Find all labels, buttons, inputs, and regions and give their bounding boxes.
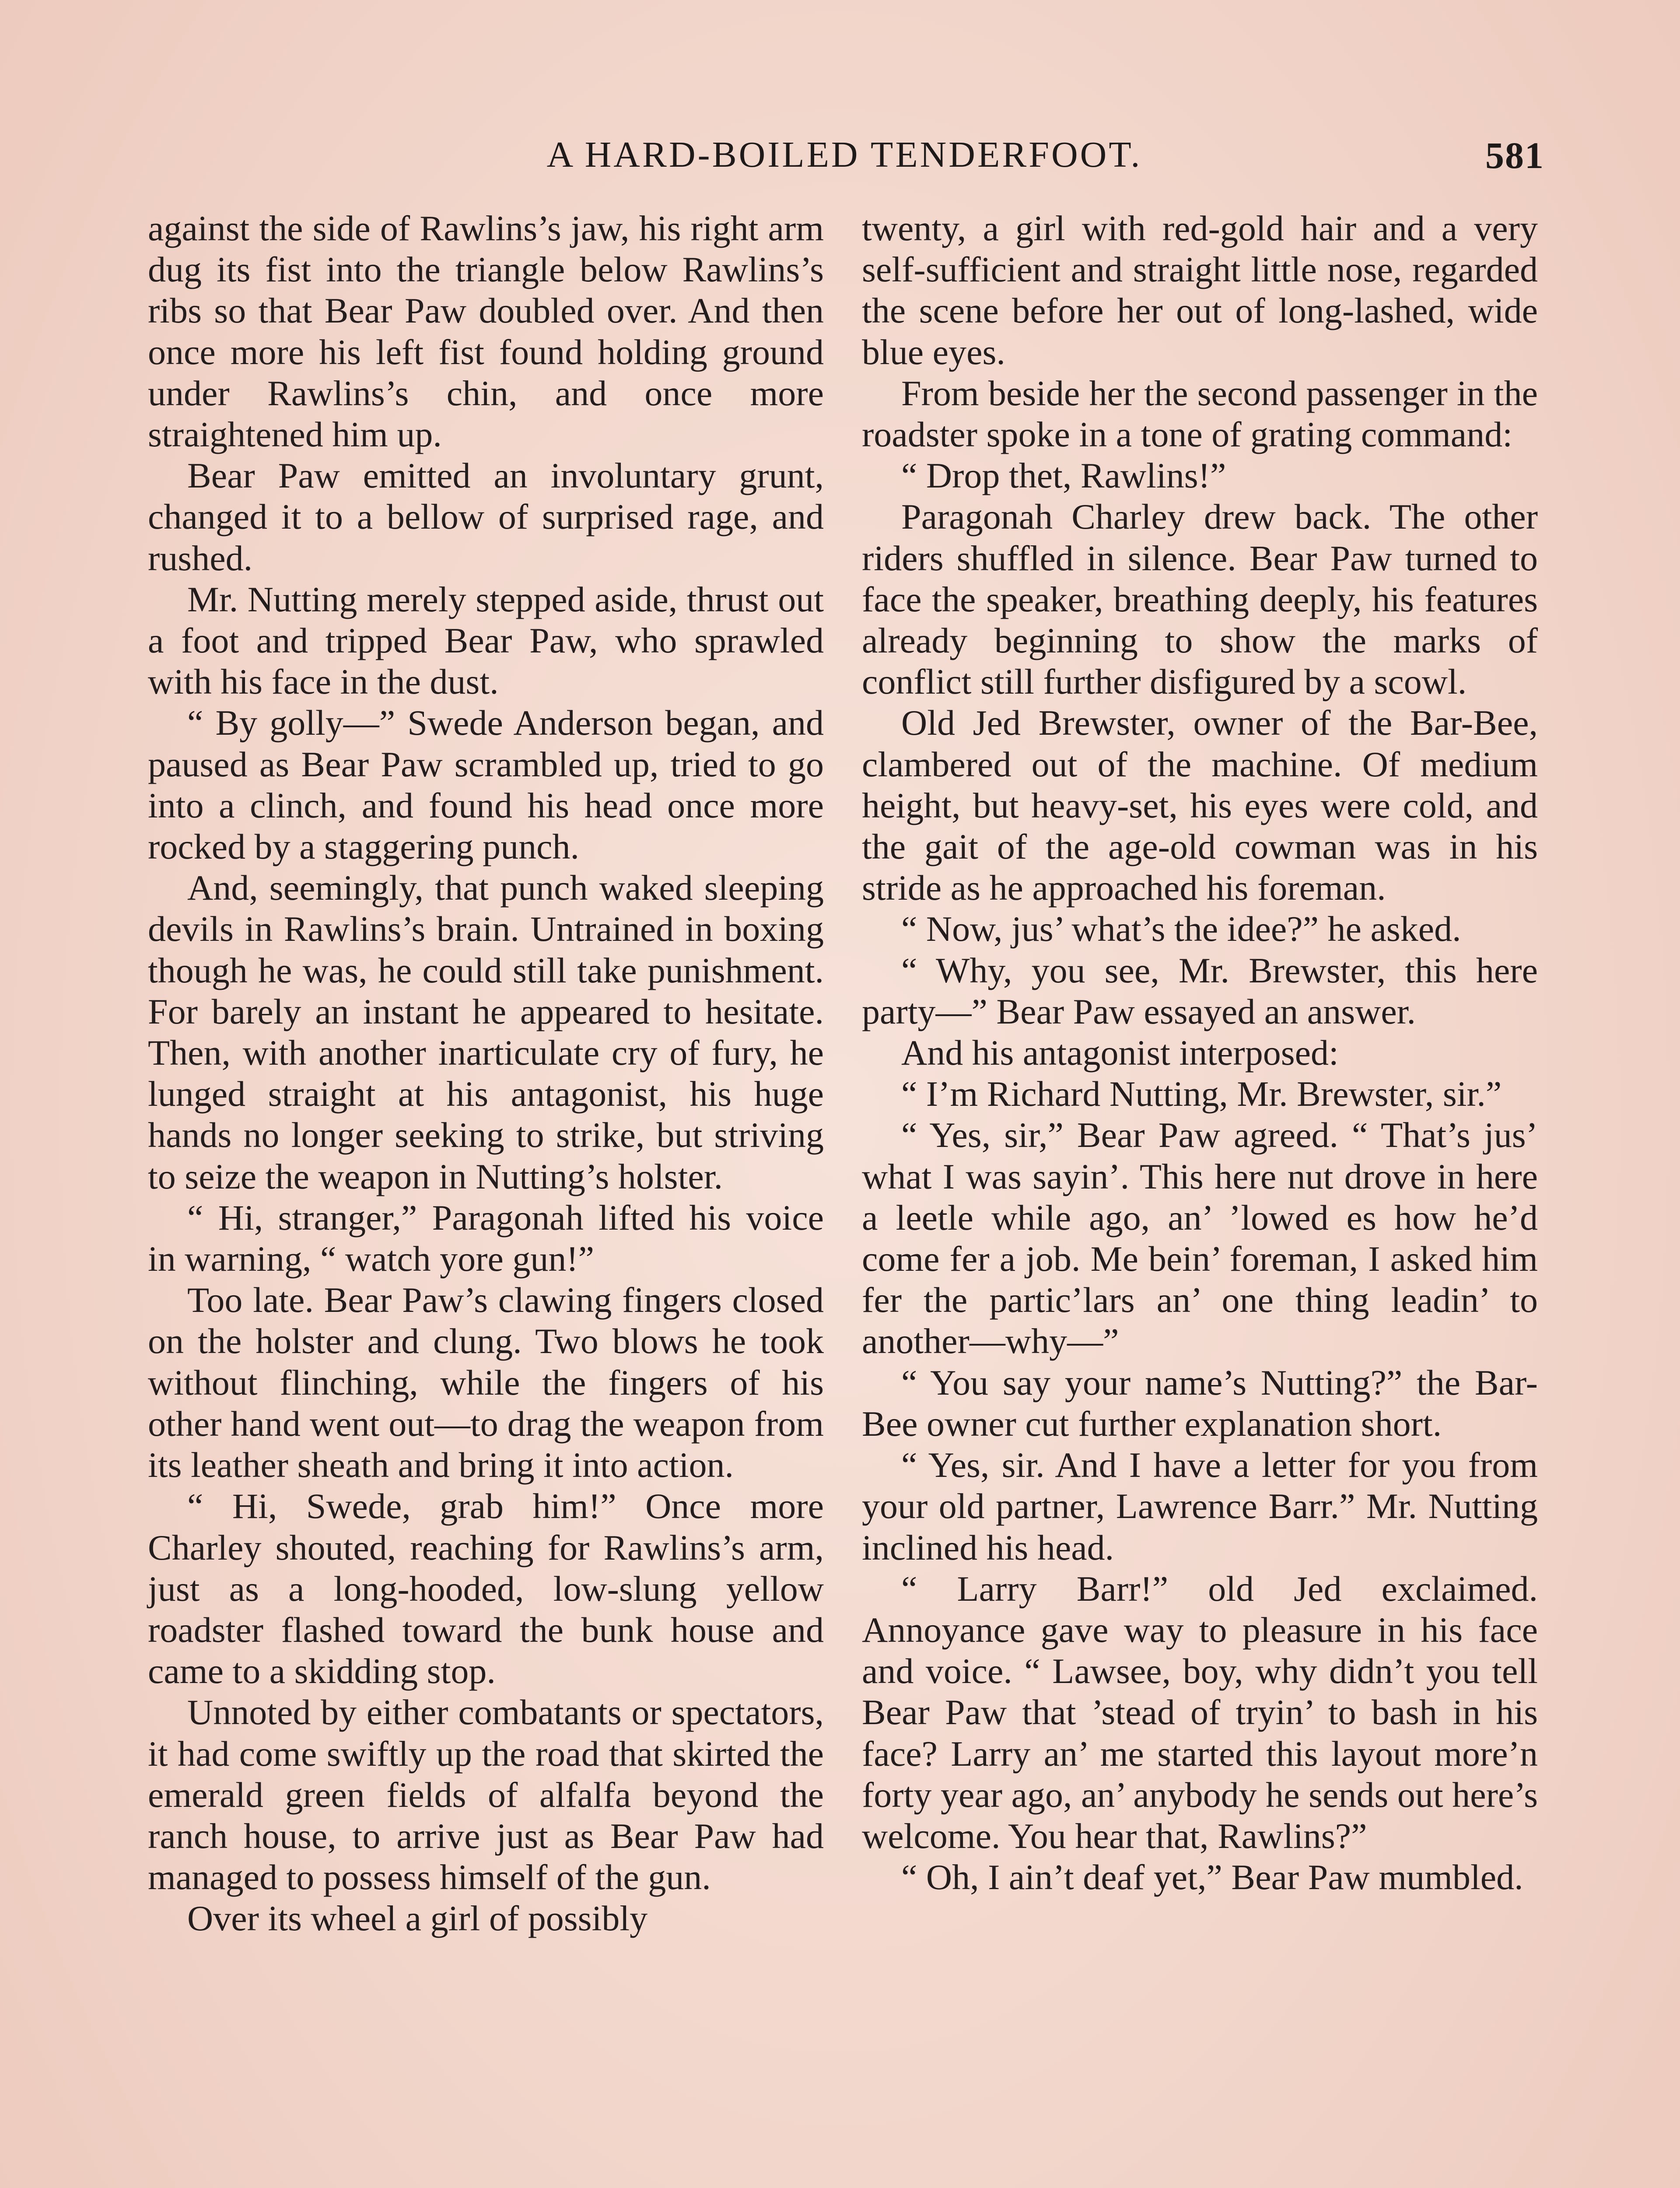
paragraph: “ I’m Richard Nutting, Mr. Brewster, sir.” bbox=[901, 1074, 1502, 1114]
paragraph: “ Drop thet, Rawlins!” bbox=[901, 456, 1226, 496]
paragraph: Bear Paw emitted an involuntary grunt, changed it to a bellow of surprised rage, and rushed. bbox=[148, 456, 824, 578]
paragraph: And his antagonist interposed: bbox=[901, 1033, 1339, 1073]
paragraph: And, seemingly, that punch waked sleeping devils in Rawlins’s brain. Untrained in boxing though he was, he could still take punishment. For barely an instant he appeared to hesitate. Then, with another inarticulate cry of fury, he lunged straight at his antagonist, his huge hands no longer seeking to strike, but striving to seize the weapon in Nutting’s holster. bbox=[148, 868, 824, 1196]
paragraph: “ By golly—” Swede Anderson began, and paused as Bear Paw scrambled up, tried to go into a clinch, and found his head once more rocked by a staggering punch. bbox=[148, 703, 824, 867]
paragraph: “ Larry Barr!” old Jed exclaimed. Annoyance gave way to pleasure in his face and voice. “ Lawsee, boy, why didn’t you tell Bear Paw that ’stead of tryin’ to bash in his face? Larry an’ me started this layout more’n forty year ago, an’ anybody he sends out here’s welcome. You hear that, Rawlins?” bbox=[862, 1568, 1538, 1856]
paragraph: Over its wheel a girl of possibly bbox=[187, 1898, 648, 1939]
running-head bbox=[144, 133, 1544, 186]
paragraph: Mr. Nutting merely stepped aside, thrust out a foot and tripped Bear Paw, who sprawled with his face in the dust. bbox=[148, 579, 824, 702]
running-title: A HARD-BOILED TENDERFOOT. bbox=[546, 134, 1142, 175]
paragraph: “ Yes, sir,” Bear Paw agreed. “ That’s jus’ what I was sayin’. This here nut drove in here a leetle while ago, an’ ’lowed es how he’d come fer a job. Me bein’ foreman, I asked him fer the partic’lars an’ one thing leadin’ to another—why—” bbox=[862, 1115, 1538, 1361]
paragraph: Unnoted by either combatants or spectators, it had come swiftly up the road that skirted the emerald green fields of alfalfa beyond the ranch house, to arrive just as Bear Paw had managed to possess himself of the gun. bbox=[148, 1692, 824, 1897]
paragraph: “ Yes, sir. And I have a letter for you from your old partner, Lawrence Barr.” Mr. Nutting inclined his head. bbox=[862, 1445, 1538, 1567]
paragraph: “ Hi, Swede, grab him!” Once more Charley shouted, reaching for Rawlins’s arm, just as a long-hooded, low-slung yellow roadster flashed toward the bunk house and came to a skidding stop. bbox=[148, 1486, 824, 1691]
paragraph: From beside her the second passenger in the roadster spoke in a tone of grating command: bbox=[862, 373, 1538, 455]
paragraph: Old Jed Brewster, owner of the Bar-Bee, clambered out of the machine. Of medium height, but heavy-set, his eyes were cold, and the gait of the age-old cowman was in his stride as he approached his foreman. bbox=[862, 703, 1538, 908]
paragraph: against the side of Rawlins’s jaw, his right arm dug its fist into the triangle below Rawlins’s ribs so that Bear Paw doubled over. And then once more his left fist found holding ground under Rawlins’s chin, and once more straightened him up. bbox=[148, 208, 824, 455]
paragraph: Too late. Bear Paw’s clawing fingers closed on the holster and clung. Two blows he took without flinching, while the fingers of his other hand went out—to drag the weapon from its leather sheath and bring it into action. bbox=[148, 1280, 824, 1485]
paragraph: Paragonah Charley drew back. The other riders shuffled in silence. Bear Paw turned to face the speaker, breathing deeply, his features already beginning to show the marks of conflict still further disfigured by a scowl. bbox=[862, 497, 1538, 702]
left-column bbox=[148, 208, 824, 1939]
paragraph: “ Now, jus’ what’s the idee?” he asked. bbox=[901, 909, 1461, 949]
right-column bbox=[862, 208, 1538, 1898]
paragraph: “ Hi, stranger,” Paragonah lifted his voice in warning, “ watch yore gun!” bbox=[148, 1197, 824, 1279]
paragraph: “ Why, you see, Mr. Brewster, this here party—” Bear Paw essayed an answer. bbox=[862, 950, 1538, 1031]
paragraph: “ You say your name’s Nutting?” the Bar-Bee owner cut further explanation short. bbox=[862, 1362, 1538, 1444]
paragraph: “ Oh, I ain’t deaf yet,” Bear Paw mumbled. bbox=[901, 1857, 1523, 1897]
paragraph: twenty, a girl with red-gold hair and a very self-sufficient and straight little nose, regarded the scene before her out of long-lashed, wide blue eyes. bbox=[862, 208, 1538, 372]
page-number: 581 bbox=[1485, 134, 1544, 176]
